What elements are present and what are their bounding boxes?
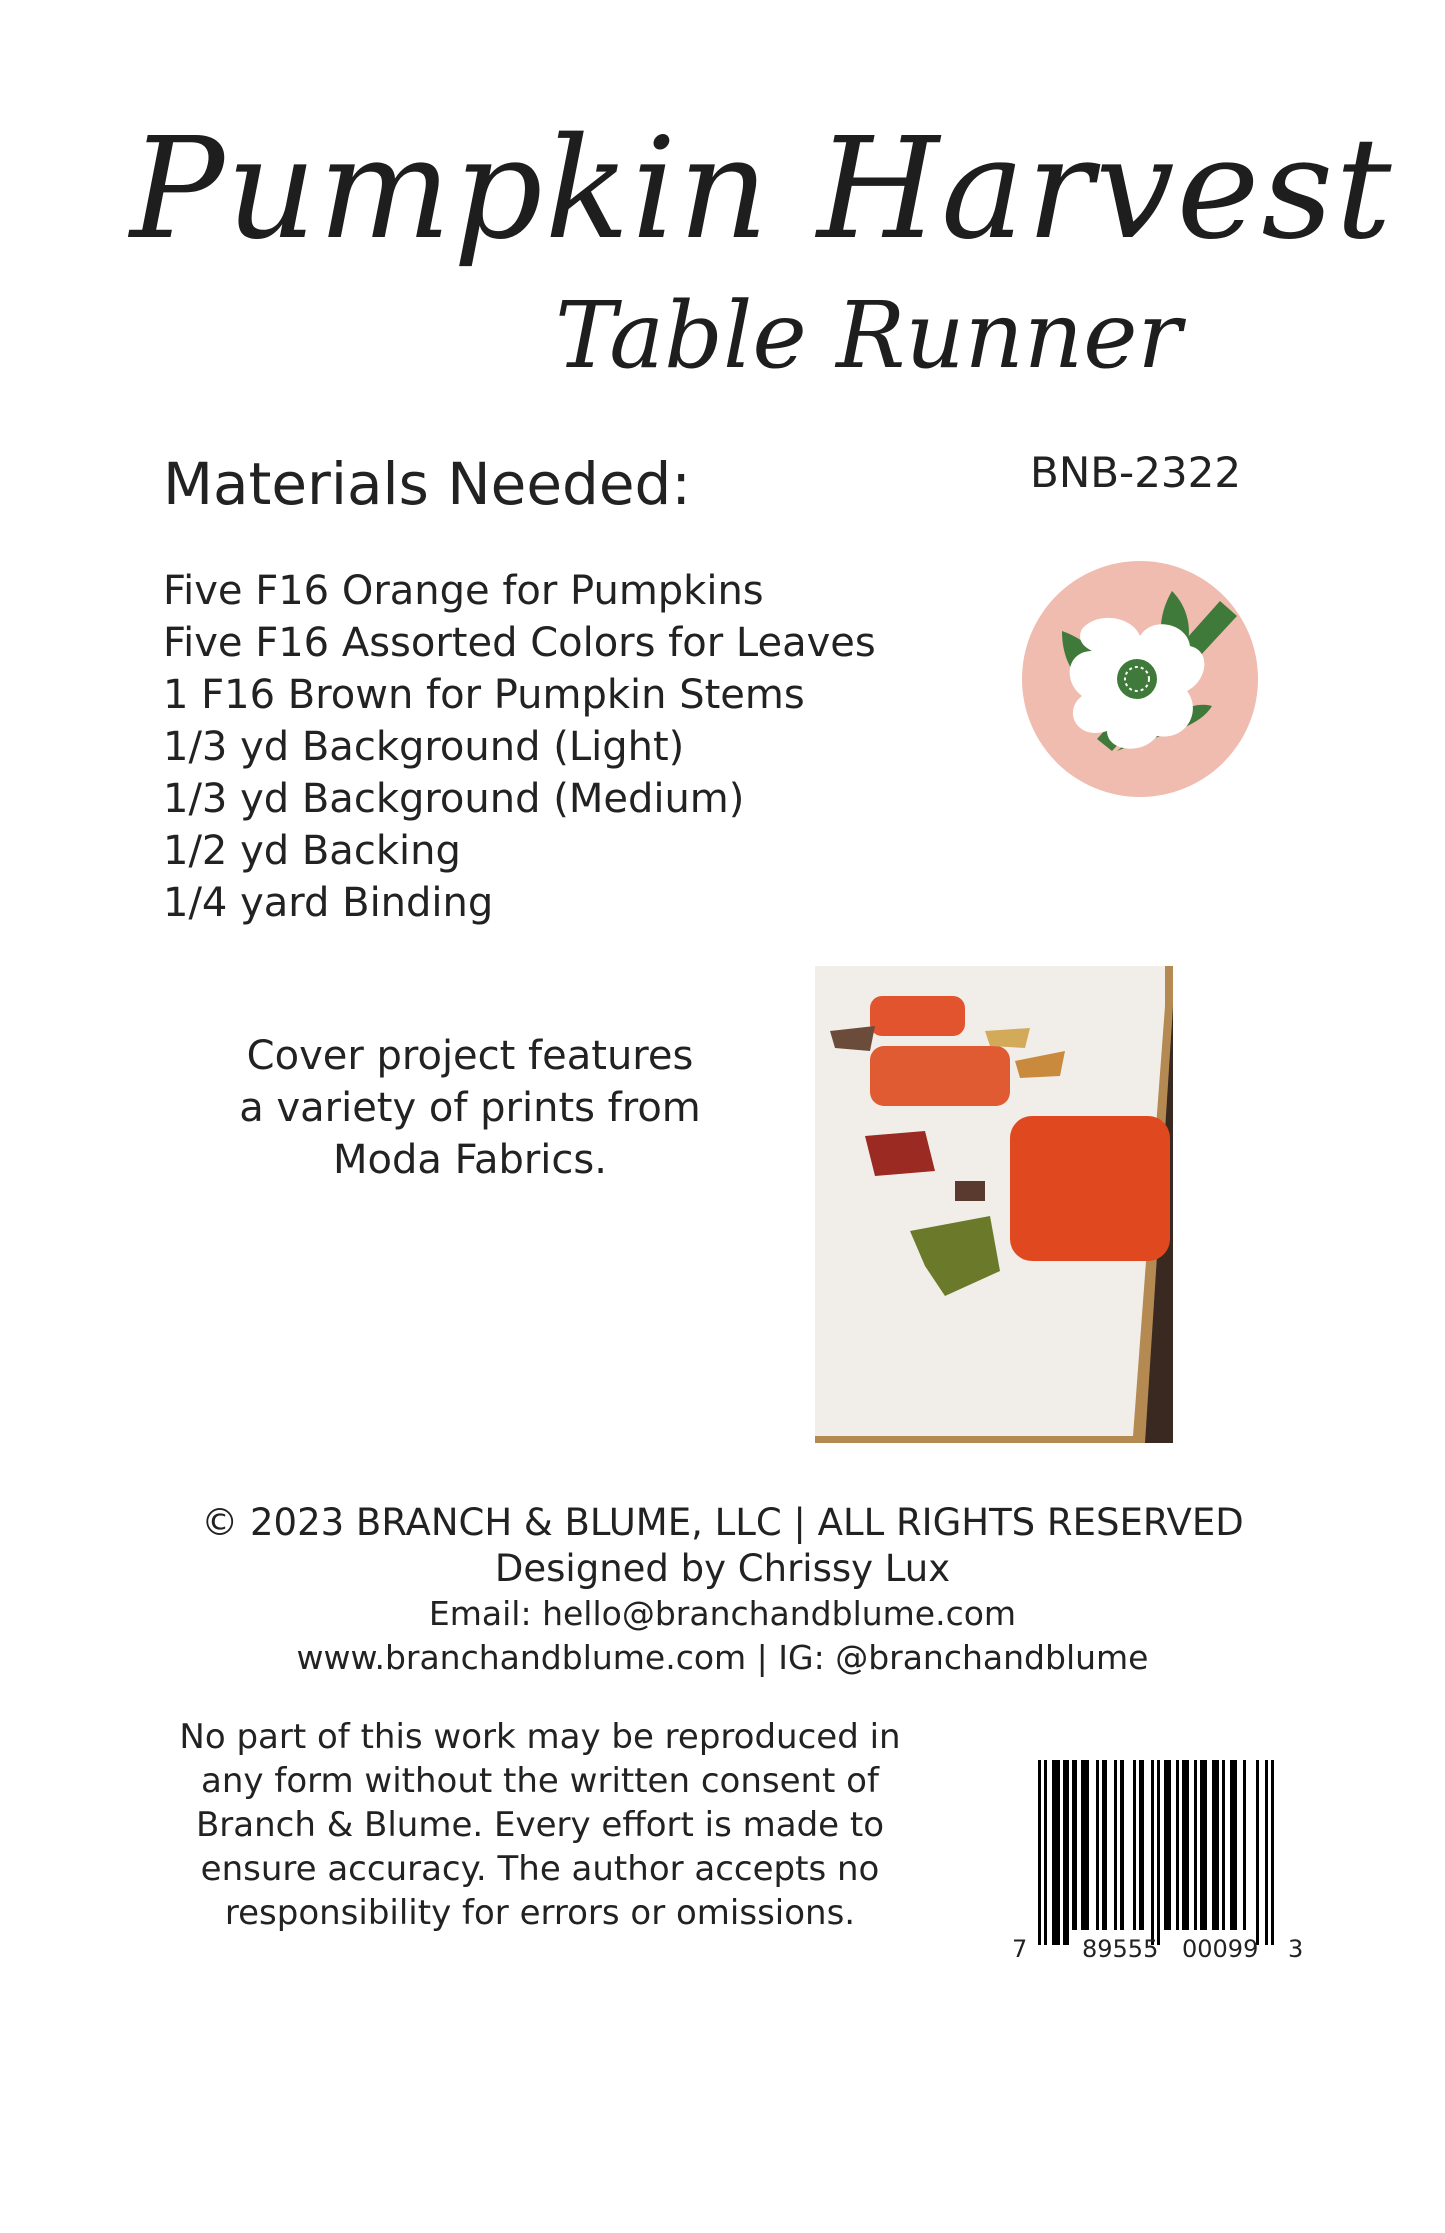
barcode-digit: 89555: [1082, 1935, 1159, 1963]
footer: [0, 1500, 1445, 1680]
material-item: Five F16 Orange for Pumpkins: [163, 568, 764, 614]
copyright-line: © 2023 BRANCH & BLUME, LLC | ALL RIGHTS RESERVED: [201, 1501, 1244, 1544]
material-item: 1/2 yd Backing: [163, 828, 461, 874]
email-line: Email: hello@branchandblume.com: [428, 1594, 1017, 1633]
cover-project-photo: [815, 966, 1173, 1443]
barcode-digit: 7: [1012, 1935, 1028, 1963]
materials-heading: Materials Needed:: [163, 450, 691, 518]
material-item: Five F16 Assorted Colors for Leaves: [163, 620, 876, 666]
cover-project-note: Cover project features a variety of prints from Moda Fabrics.: [239, 1033, 701, 1183]
disclaimer: No part of this work may be reproduced in any form without the written consent of Branch & Blume. Every effort is made to ensure accuracy. The author accepts no responsibility for errors or omissions.: [179, 1717, 901, 1933]
material-item: 1/3 yd Background (Light): [163, 724, 685, 770]
barcode-icon: [1010, 1760, 1310, 1960]
materials-list: [163, 565, 876, 929]
pattern-subtitle: Table Runner: [555, 282, 1182, 389]
barcode-digit: 3: [1288, 1935, 1304, 1963]
pattern-title: Pumpkin Harvest: [130, 108, 1394, 271]
sku-code: BNB-2322: [1030, 448, 1242, 497]
dogwood-flower-icon: [1022, 561, 1258, 797]
material-item: 1/4 yard Binding: [163, 880, 494, 926]
barcode-digit: 00099: [1182, 1935, 1259, 1963]
material-item: 1/3 yd Background (Medium): [163, 776, 745, 822]
material-item: 1 F16 Brown for Pumpkin Stems: [163, 672, 805, 718]
website-line: www.branchandblume.com | IG: @branchandblume: [296, 1638, 1149, 1677]
designer-line: Designed by Chrissy Lux: [494, 1547, 951, 1590]
